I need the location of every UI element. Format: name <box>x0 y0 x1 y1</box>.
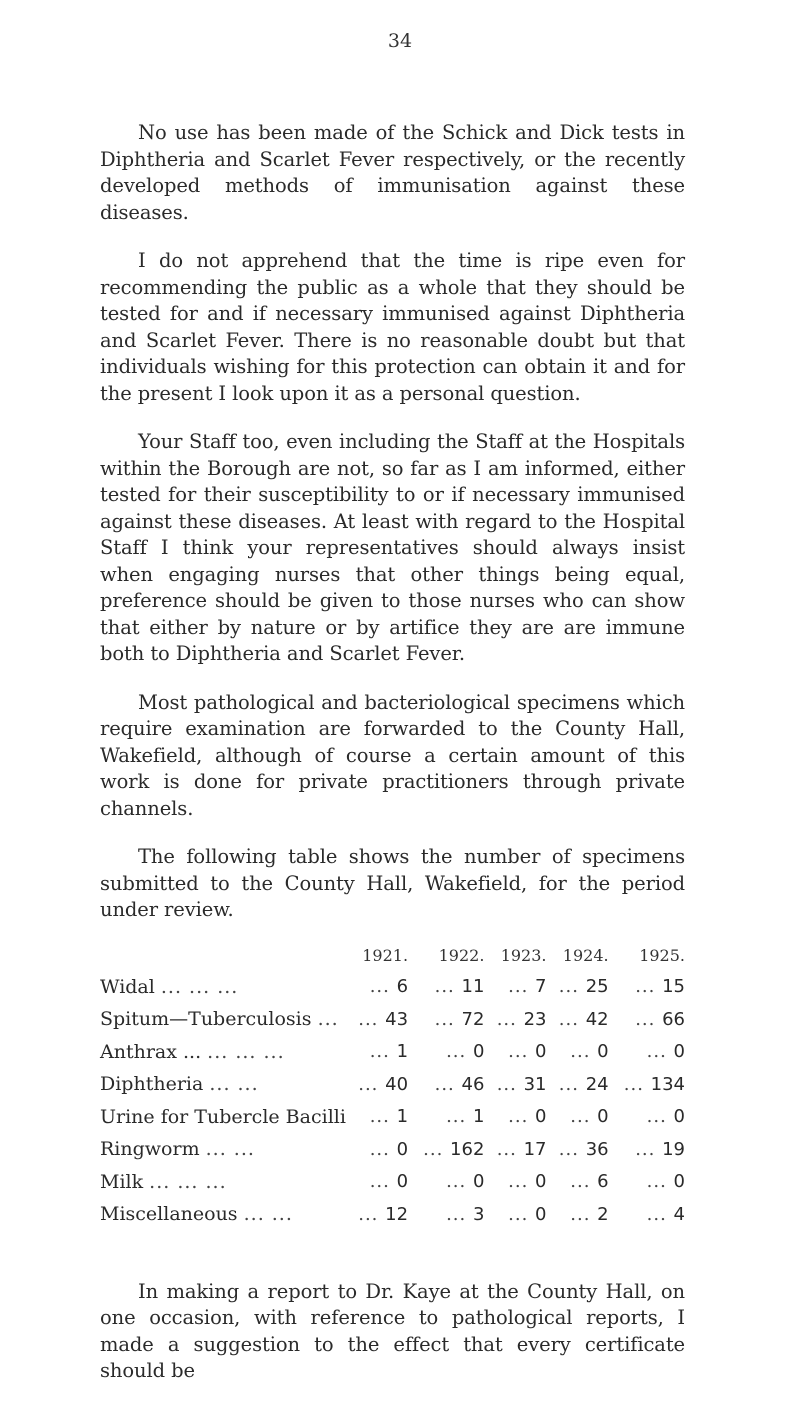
cell-value <box>346 1133 408 1166</box>
cell-leader-dots: ... <box>369 1171 397 1193</box>
row-label <box>100 971 346 1004</box>
cell-value <box>346 1068 408 1101</box>
cell-number: 0 <box>535 1171 547 1193</box>
table-row <box>100 1101 685 1134</box>
cell-number: 1 <box>472 1106 485 1128</box>
cell-leader-dots: ... <box>508 1203 536 1225</box>
row-leader-dots: ... <box>317 1008 339 1031</box>
cell-value <box>346 1003 408 1036</box>
cell-value <box>547 1133 609 1166</box>
header-year-1925: 1925. <box>639 945 685 965</box>
row-label <box>100 1133 346 1166</box>
cell-value <box>484 1198 546 1231</box>
cell-leader-dots: ... <box>508 1041 536 1063</box>
paragraph-report-kaye: In making a report to Dr. Kaye at the County Hall, on one occasion, with reference to pathological reports, I made a suggestion to the effect that every certificate should be <box>100 1279 685 1382</box>
cell-value <box>547 1101 609 1134</box>
cell-number: 3 <box>472 1203 485 1225</box>
cell-leader-dots: ... <box>369 1138 397 1160</box>
cell-leader-dots: ... <box>446 1041 473 1063</box>
row-label-text: Spitum—Tuberculosis <box>100 1008 312 1031</box>
cell-value <box>609 1166 685 1199</box>
cell-number: 31 <box>523 1073 547 1095</box>
row-label-text: Ringworm <box>100 1138 200 1161</box>
table-row <box>100 1068 685 1101</box>
cell-number: 6 <box>396 976 409 998</box>
paragraph-immunisation-public: I do not apprehend that the time is ripe even for recommending the public as a whole that they should be tested for and if necessary immunised against Diphtheria and Scarlet Fever. There is no reasonable doubt but that individuals wishing for this protection can obtain it and for the present I look upon it as a personal question. <box>100 249 685 405</box>
row-leader-dots: ... ... <box>243 1203 293 1226</box>
cell-number: 0 <box>673 1041 685 1063</box>
cell-leader-dots: ... <box>635 1138 663 1160</box>
cell-leader-dots: ... <box>570 1106 598 1128</box>
cell-leader-dots: ... <box>558 1138 586 1160</box>
cell-leader-dots: ... <box>446 1171 473 1193</box>
table-row <box>100 1198 685 1231</box>
cell-value <box>408 1101 484 1134</box>
cell-leader-dots: ... <box>623 1073 651 1095</box>
cell-leader-dots: ... <box>508 1171 536 1193</box>
table-row <box>100 1133 685 1166</box>
cell-number: 134 <box>650 1073 685 1095</box>
cell-number: 2 <box>597 1203 609 1225</box>
row-label <box>100 1068 346 1101</box>
row-leader-dots: ... ... ... <box>149 1170 227 1193</box>
cell-value <box>408 1036 484 1069</box>
row-label-text: Diphtheria <box>100 1073 204 1096</box>
cell-number: 40 <box>385 1073 409 1095</box>
cell-leader-dots: ... <box>434 1008 462 1030</box>
cell-value <box>609 1003 685 1036</box>
cell-number: 66 <box>662 1008 685 1030</box>
paragraph-table-intro: The following table shows the number of specimens submitted to the County Hall, Wakefield, for the period under review. <box>100 845 685 921</box>
cell-number: 0 <box>472 1171 485 1193</box>
cell-value <box>547 1003 609 1036</box>
cell-value <box>346 1166 408 1199</box>
row-label <box>100 1003 346 1036</box>
page-body <box>100 120 685 1407</box>
cell-leader-dots: ... <box>434 1073 462 1095</box>
cell-value <box>547 1036 609 1069</box>
table-header-row <box>100 946 685 971</box>
cell-number: 1 <box>396 1106 409 1128</box>
cell-value <box>547 971 609 1004</box>
cell-leader-dots: ... <box>570 1203 598 1225</box>
cell-leader-dots: ... <box>508 1106 536 1128</box>
cell-number: 7 <box>535 976 547 998</box>
header-year-1923: 1923. <box>500 945 547 965</box>
cell-leader-dots: ... <box>558 1073 586 1095</box>
paragraph-staff: Your Staff too, even including the Staff at the Hospitals within the Borough are not, so far as I am informed, either tested for their susceptibility to or if necessary immunised against these diseases. At least with regard to the Hospital Staff I think your representatives should always insist when engaging nurses that other things being equal, preference should be given to those nurses who can show that either by nature or by artifice they are are immune both to Diphtheria and Scarlet Fever. <box>100 430 685 665</box>
cell-number: 72 <box>461 1008 485 1030</box>
cell-value <box>609 1068 685 1101</box>
cell-leader-dots: ... <box>358 1203 386 1225</box>
cell-value <box>408 1133 484 1166</box>
row-label-text: Milk <box>100 1170 144 1193</box>
row-label <box>100 1198 346 1231</box>
cell-leader-dots: ... <box>570 1171 598 1193</box>
cell-number: 0 <box>597 1041 609 1063</box>
table-row <box>100 1003 685 1036</box>
table-row <box>100 971 685 1004</box>
row-label <box>100 1166 346 1199</box>
cell-value <box>408 1068 484 1101</box>
cell-number: 42 <box>585 1008 609 1030</box>
cell-number: 36 <box>585 1138 609 1160</box>
cell-value <box>408 1198 484 1231</box>
cell-value <box>609 1133 685 1166</box>
cell-leader-dots: ... <box>646 1041 674 1063</box>
header-year-1924: 1924. <box>562 945 609 965</box>
cell-leader-dots: ... <box>446 1106 473 1128</box>
cell-number: 0 <box>396 1171 409 1193</box>
cell-number: 1 <box>396 1041 409 1063</box>
header-year-1921: 1921. <box>362 945 409 965</box>
cell-number: 17 <box>523 1138 547 1160</box>
cell-value <box>609 1036 685 1069</box>
cell-number: 46 <box>461 1073 485 1095</box>
cell-number: 0 <box>535 1203 547 1225</box>
row-label <box>100 1101 346 1134</box>
cell-number: 43 <box>385 1008 409 1030</box>
cell-leader-dots: ... <box>646 1106 674 1128</box>
cell-value <box>408 1003 484 1036</box>
cell-leader-dots: ... <box>434 976 462 998</box>
paragraph-schick-dick: No use has been made of the Schick and Dick tests in Diphtheria and Scarlet Fever respectively, or the recently developed methods of immunisation against these diseases. <box>100 121 685 224</box>
row-label <box>100 1036 346 1069</box>
cell-number: 23 <box>523 1008 547 1030</box>
row-label-text: Widal <box>100 975 155 998</box>
table-row <box>100 1166 685 1199</box>
cell-value <box>484 1166 546 1199</box>
row-leader-dots: ... ... <box>205 1138 255 1161</box>
cell-leader-dots: ... <box>446 1203 473 1225</box>
cell-number: 0 <box>535 1106 547 1128</box>
header-year-1922: 1922. <box>438 945 485 965</box>
cell-leader-dots: ... <box>358 1008 386 1030</box>
cell-value <box>408 1166 484 1199</box>
cell-leader-dots: ... <box>635 1008 663 1030</box>
cell-number: 11 <box>461 976 485 998</box>
cell-number: 0 <box>535 1041 547 1063</box>
cell-value <box>346 1036 408 1069</box>
row-label-text: Miscellaneous <box>100 1203 238 1226</box>
cell-value <box>484 971 546 1004</box>
cell-value <box>408 971 484 1004</box>
row-label-text: Urine for Tubercle Bacilli <box>100 1105 346 1128</box>
row-leader-dots: ... ... ... <box>207 1040 285 1063</box>
cell-number: 0 <box>673 1171 685 1193</box>
row-label-text: Anthrax ... <box>100 1040 202 1063</box>
cell-number: 0 <box>396 1138 409 1160</box>
cell-value <box>547 1198 609 1231</box>
cell-leader-dots: ... <box>635 976 663 998</box>
cell-number: 24 <box>585 1073 609 1095</box>
cell-leader-dots: ... <box>369 976 397 998</box>
cell-value <box>547 1166 609 1199</box>
cell-number: 162 <box>450 1138 485 1160</box>
cell-value <box>346 1198 408 1231</box>
cell-value <box>484 1101 546 1134</box>
row-leader-dots: ... ... <box>209 1073 259 1096</box>
cell-value <box>609 1198 685 1231</box>
header-blank <box>100 946 346 971</box>
cell-value <box>346 1101 408 1134</box>
cell-number: 0 <box>597 1106 609 1128</box>
cell-value <box>609 971 685 1004</box>
cell-leader-dots: ... <box>558 1008 586 1030</box>
cell-number: 19 <box>662 1138 685 1160</box>
cell-leader-dots: ... <box>423 1138 451 1160</box>
cell-leader-dots: ... <box>369 1041 397 1063</box>
cell-value <box>484 1036 546 1069</box>
specimens-table <box>100 946 685 1231</box>
cell-leader-dots: ... <box>496 1138 524 1160</box>
cell-leader-dots: ... <box>369 1106 397 1128</box>
cell-leader-dots: ... <box>358 1073 386 1095</box>
cell-leader-dots: ... <box>496 1073 524 1095</box>
cell-value <box>609 1101 685 1134</box>
cell-number: 0 <box>472 1041 485 1063</box>
cell-value <box>346 971 408 1004</box>
cell-leader-dots: ... <box>496 1008 524 1030</box>
cell-number: 4 <box>673 1203 685 1225</box>
paragraph-specimens: Most pathological and bacteriological specimens which require examination are forwarded to the County Hall, Wakefield, although of course a certain amount of this work is done for private practitioners through private channels. <box>100 690 685 820</box>
page-number: 34 <box>387 30 413 52</box>
cell-value <box>484 1133 546 1166</box>
cell-leader-dots: ... <box>646 1171 674 1193</box>
table-row <box>100 1036 685 1069</box>
cell-leader-dots: ... <box>570 1041 598 1063</box>
cell-leader-dots: ... <box>646 1203 674 1225</box>
cell-leader-dots: ... <box>558 976 586 998</box>
table-body <box>100 971 685 1231</box>
cell-value <box>484 1003 546 1036</box>
cell-number: 6 <box>597 1171 609 1193</box>
cell-leader-dots: ... <box>508 976 536 998</box>
cell-number: 0 <box>673 1106 685 1128</box>
cell-value <box>484 1068 546 1101</box>
cell-number: 12 <box>385 1203 409 1225</box>
cell-value <box>547 1068 609 1101</box>
row-leader-dots: ... ... ... <box>160 975 239 998</box>
cell-number: 15 <box>662 976 685 998</box>
cell-number: 25 <box>585 976 609 998</box>
